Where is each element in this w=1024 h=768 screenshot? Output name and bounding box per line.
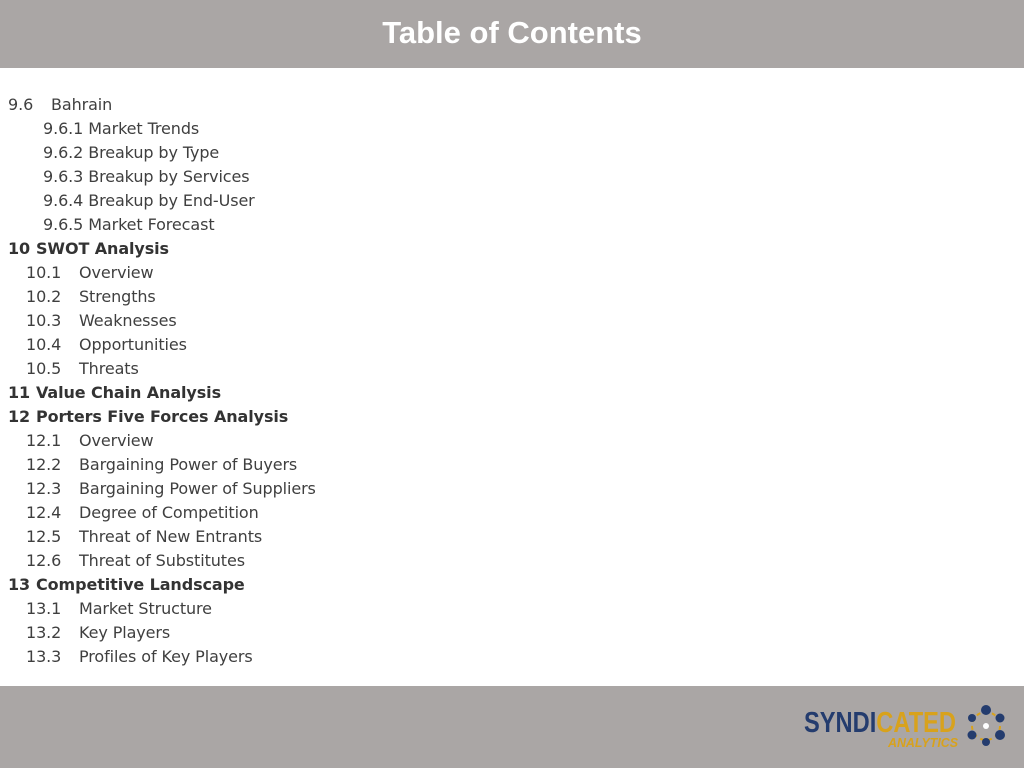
toc-title: Opportunities [79, 335, 187, 354]
toc-entry-10-4 [26, 333, 187, 357]
toc-entry-10-5 [26, 357, 139, 381]
toc-entry-9-6-2 [43, 141, 219, 165]
toc-number: 11 [8, 383, 31, 402]
logo-molecule-icon [968, 705, 1006, 746]
toc-number: 12 [8, 407, 31, 426]
toc-section-13 [8, 573, 245, 597]
toc-title: Profiles of Key Players [79, 647, 253, 666]
toc-title: Overview [79, 263, 154, 282]
toc-entry-9-6-1 [43, 117, 199, 141]
toc-entry-9-6-5 [43, 213, 215, 237]
title-bar [0, 0, 1024, 68]
toc-title: Market Structure [79, 599, 212, 618]
toc-number: 13 [8, 575, 31, 594]
toc-number: 10.4 [26, 335, 62, 354]
toc-number: 9.6 [8, 95, 34, 114]
toc-title: 9.6.5 Market Forecast [43, 215, 215, 234]
toc-entry-12-1 [26, 429, 154, 453]
toc-section-11 [8, 381, 221, 405]
toc-entry-9-6-3 [43, 165, 250, 189]
logo-accent-text: CATED [876, 707, 975, 739]
toc-entry-10-2 [26, 285, 156, 309]
toc-title: Weaknesses [79, 311, 177, 330]
logo-sub-text: ANALYTICS [887, 735, 959, 750]
toc-title: 9.6.1 Market Trends [43, 119, 200, 138]
toc-entry-12-4 [26, 501, 259, 525]
toc-number: 10.2 [26, 287, 62, 306]
toc-title: Competitive Landscape [36, 575, 245, 594]
toc-title: Threats [79, 359, 139, 378]
toc-title: Bahrain [51, 95, 113, 114]
toc-title: 9.6.3 Breakup by Services [43, 167, 250, 186]
toc-title: Threat of Substitutes [79, 551, 245, 570]
toc-number: 12.1 [26, 431, 62, 450]
toc-title: Porters Five Forces Analysis [36, 407, 289, 426]
toc-number: 12.5 [26, 527, 62, 546]
toc-number: 10.1 [26, 263, 62, 282]
toc-number: 12.6 [26, 551, 62, 570]
toc-entry-13-1 [26, 597, 212, 621]
toc-title: Threat of New Entrants [79, 527, 263, 546]
toc-entry-12-6 [26, 549, 245, 573]
toc-section-10 [8, 237, 169, 261]
toc-number: 13.3 [26, 647, 62, 666]
toc-number: 12.4 [26, 503, 62, 522]
toc-number: 12.2 [26, 455, 62, 474]
toc-number: 12.3 [26, 479, 62, 498]
toc-title: Bargaining Power of Suppliers [79, 479, 316, 498]
toc-number: 13.1 [26, 599, 62, 618]
toc-title: Bargaining Power of Buyers [79, 455, 298, 474]
page-title: Table of Contents [382, 15, 642, 50]
toc-number: 10.3 [26, 311, 62, 330]
toc-section-12 [8, 405, 288, 429]
toc-entry-13-2 [26, 621, 170, 645]
toc-title: 9.6.4 Breakup by End-User [43, 191, 255, 210]
toc-title: 9.6.2 Breakup by Type [43, 143, 220, 162]
toc-title: Strengths [79, 287, 156, 306]
toc-entry-13-3 [26, 645, 253, 669]
toc-entry-10-3 [26, 309, 177, 333]
toc-entry-9-6-4 [43, 189, 255, 213]
toc-title: Value Chain Analysis [36, 383, 221, 402]
toc-entry-9-6 [8, 93, 112, 117]
toc-number: 10.5 [26, 359, 62, 378]
toc-entry-12-3 [26, 477, 316, 501]
toc-number: 10 [8, 239, 31, 258]
logo-primary-text: SYNDI [804, 707, 893, 739]
toc-entry-10-1 [26, 261, 154, 285]
toc-title: Key Players [79, 623, 171, 642]
toc-entry-12-2 [26, 453, 297, 477]
syndicated-analytics-logo [802, 702, 1012, 754]
toc-entry-12-5 [26, 525, 262, 549]
toc-number: 13.2 [26, 623, 62, 642]
toc-title: Overview [79, 431, 154, 450]
toc-title: Degree of Competition [79, 503, 259, 522]
toc-title: SWOT Analysis [36, 239, 169, 258]
footer-bar [0, 686, 1024, 768]
